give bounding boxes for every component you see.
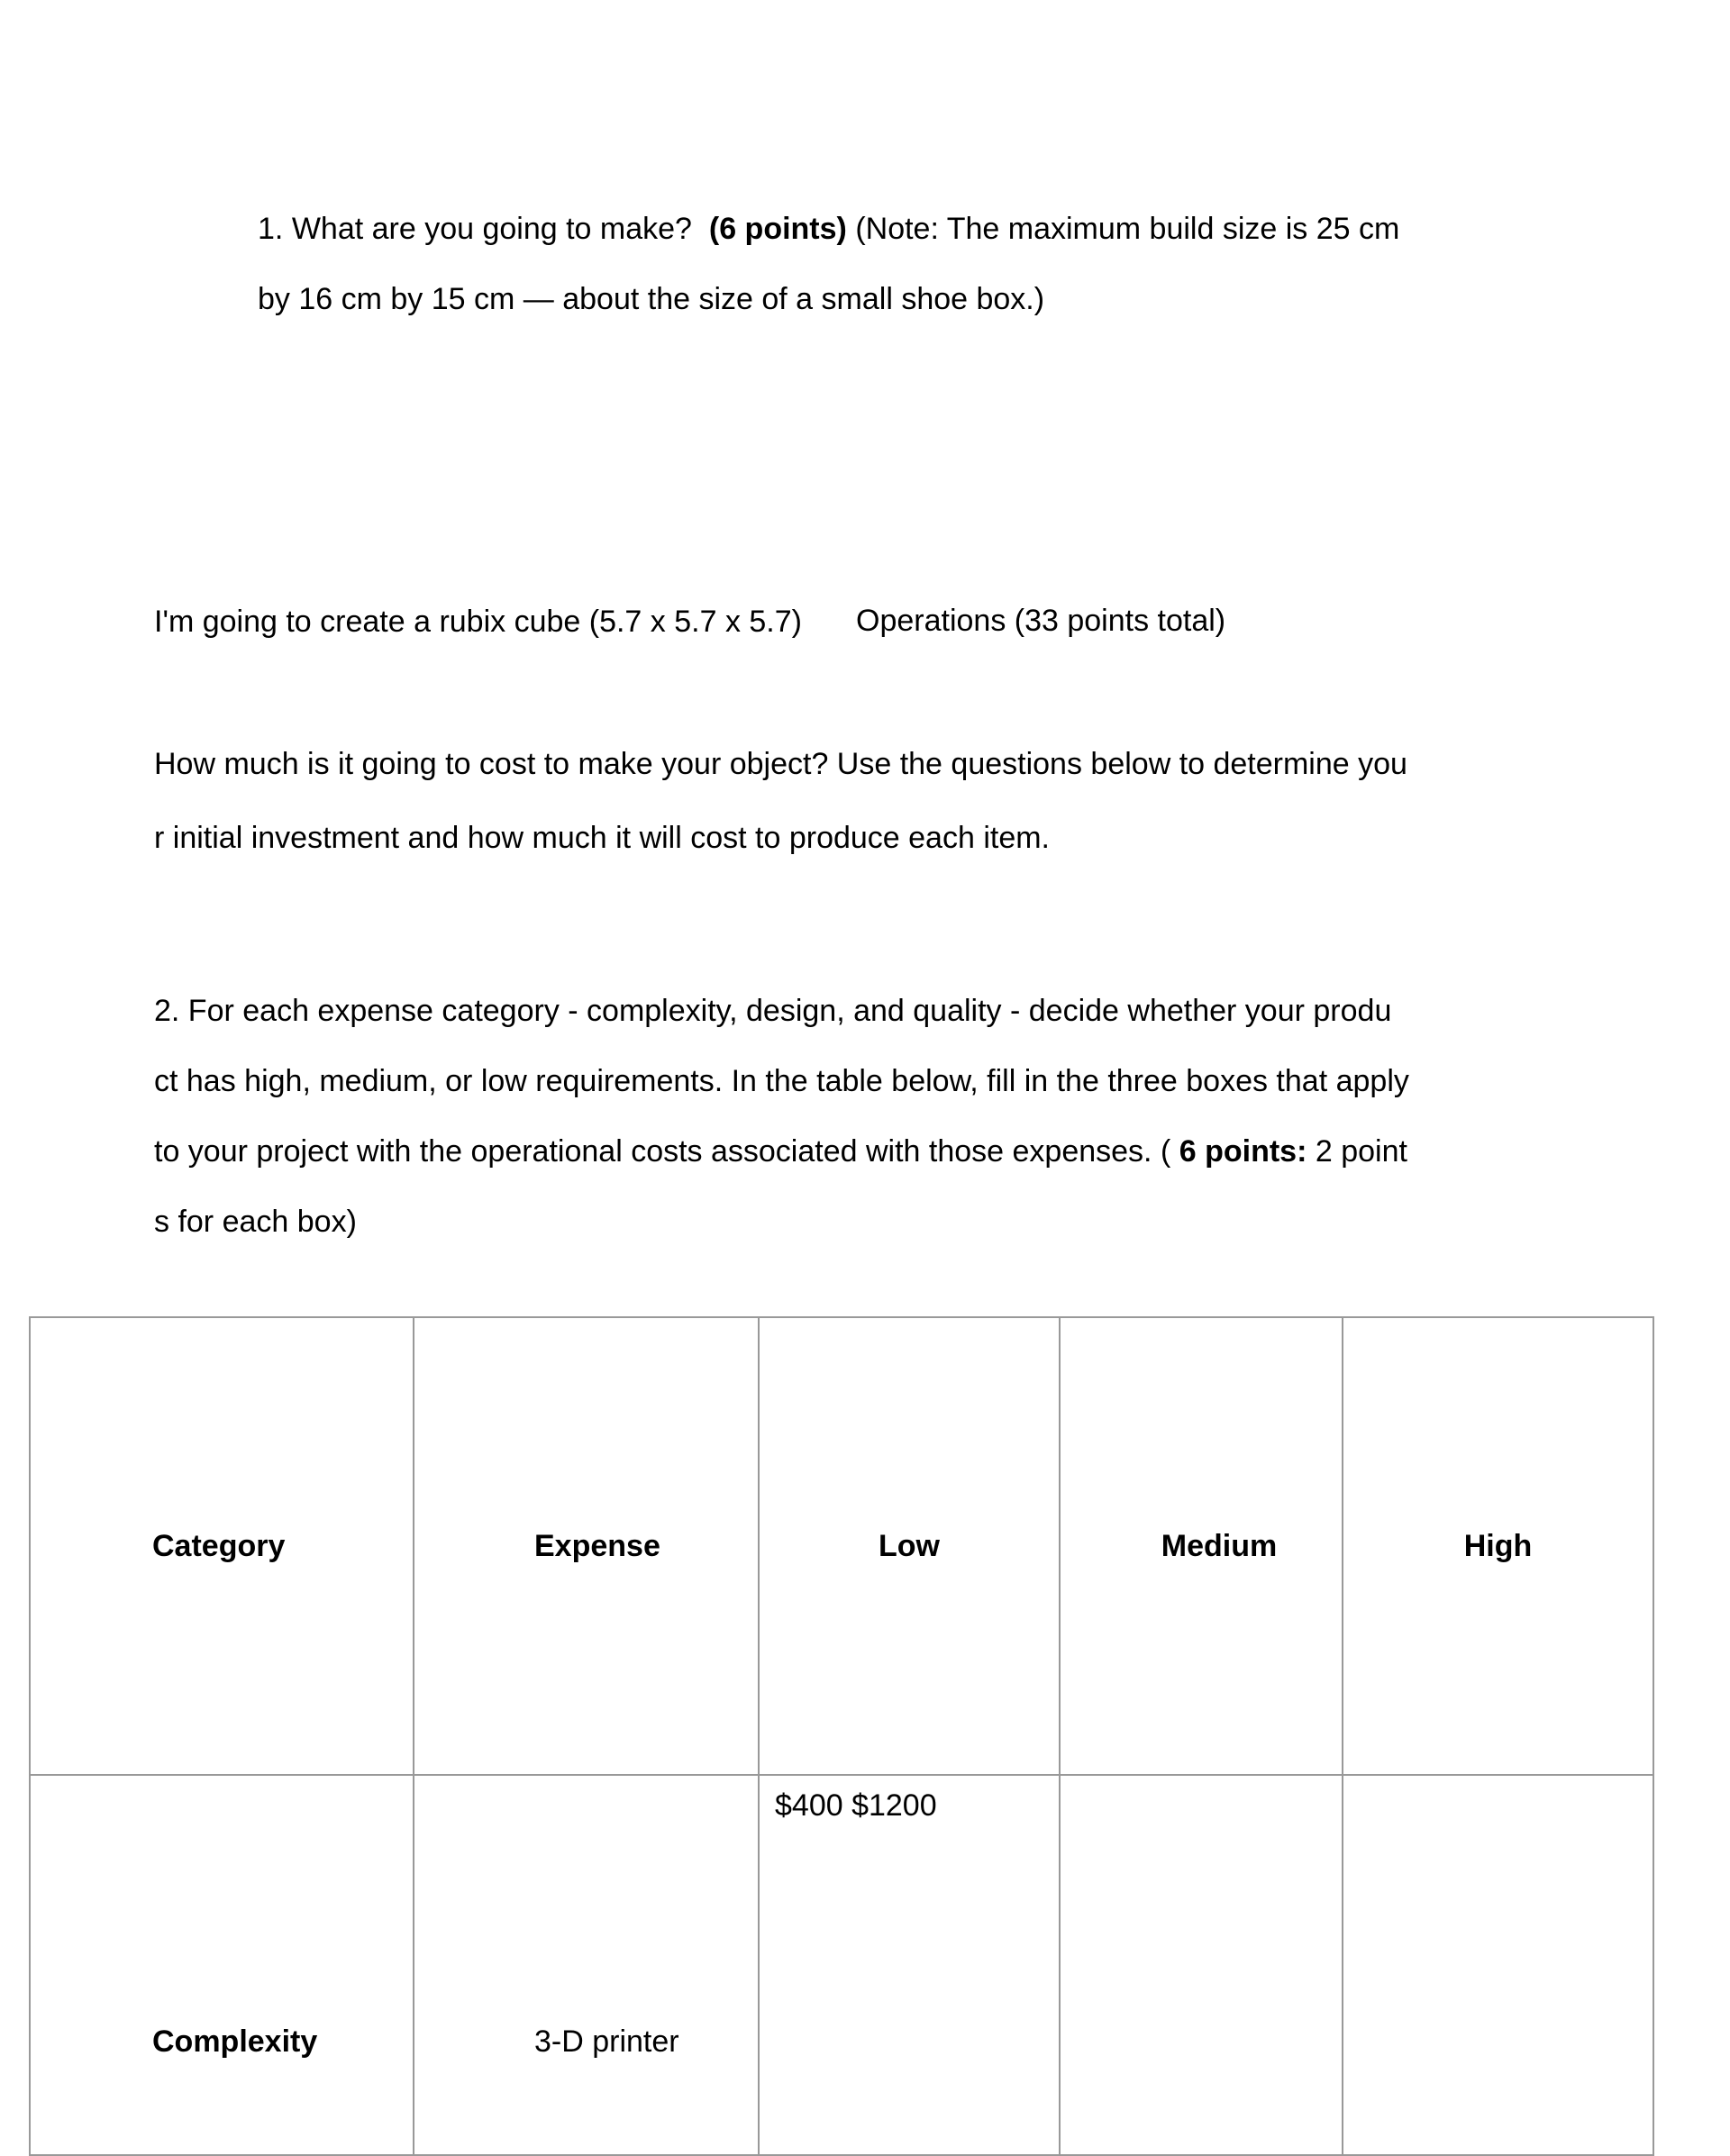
header-category: Category xyxy=(30,1317,414,1775)
question-2-points: 6 points: xyxy=(1179,1134,1307,1169)
question-1-note-line-1: (Note: The maximum build size is 25 cm xyxy=(855,212,1400,246)
cell-expense xyxy=(414,1775,759,2155)
low-values: $400 $1200 xyxy=(775,1788,937,1823)
table-row xyxy=(30,1775,1653,2155)
header-expense: Expense xyxy=(414,1317,759,1775)
cell-low[interactable] xyxy=(759,1775,1060,2155)
expense-3d-printer: 3-D printer xyxy=(534,2024,679,2059)
answer-text: I'm going to create a rubix cube (5.7 x 5.7 x 5.7) xyxy=(154,605,802,639)
question-2-line-1: 2. For each expense category - complexity, design, and quality - decide whether your produ xyxy=(154,994,1392,1028)
question-1-prompt: What are you going to make? xyxy=(291,212,692,246)
header-high: High xyxy=(1343,1317,1653,1775)
cost-intro xyxy=(154,727,1407,875)
operations-heading: Operations (33 points total) xyxy=(856,604,1226,638)
question-2-line-3 xyxy=(154,1116,1409,1187)
question-1-line-1 xyxy=(258,194,1399,264)
question-2-line-4: s for each box) xyxy=(154,1205,357,1239)
question-2 xyxy=(154,976,1409,1257)
header-low: Low xyxy=(759,1317,1060,1775)
question-2-line-2: ct has high, medium, or low requirements. In the table below, fill in the three boxes that apply xyxy=(154,1064,1409,1098)
table-header-row xyxy=(30,1317,1653,1775)
header-medium: Medium xyxy=(1060,1317,1343,1775)
question-1 xyxy=(258,194,1399,334)
question-1-number: 1. xyxy=(258,212,284,246)
cell-medium[interactable] xyxy=(1060,1775,1343,2155)
question-1-points: (6 points) xyxy=(708,212,847,246)
cost-intro-line-2: r initial investment and how much it will cost to produce each item. xyxy=(154,821,1051,855)
expense-table xyxy=(29,1316,1654,2156)
cost-intro-line-1: How much is it going to cost to make your object? Use the questions below to determine you xyxy=(154,747,1407,781)
question-2-line-3-start: to your project with the operational costs associated with those expenses. ( xyxy=(154,1134,1171,1169)
question-2-line-3-end: 2 point xyxy=(1307,1134,1407,1169)
category-complexity: Complexity xyxy=(152,2024,318,2059)
cell-high[interactable] xyxy=(1343,1775,1653,2155)
cell-category xyxy=(30,1775,414,2155)
question-1-note-line-2: by 16 cm by 15 cm — about the size of a small shoe box.) xyxy=(258,282,1045,316)
